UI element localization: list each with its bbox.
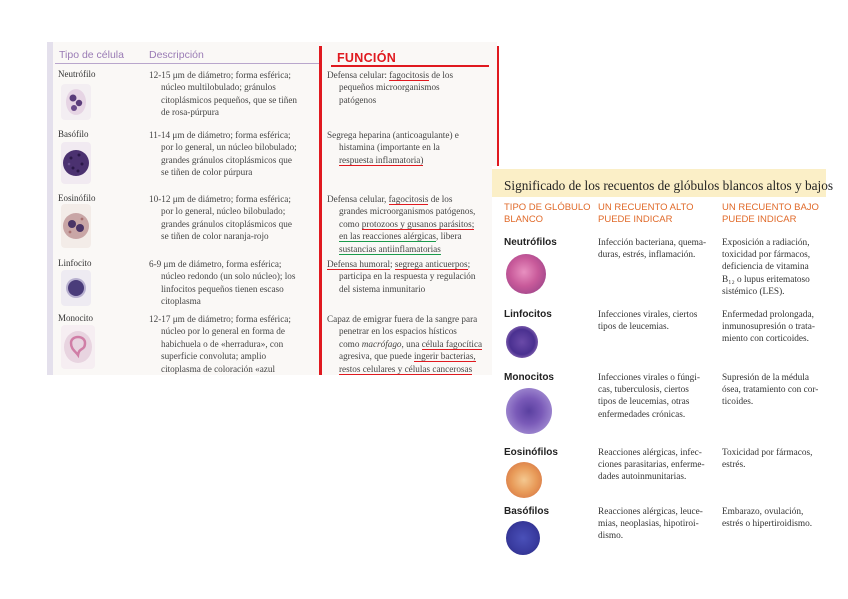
text-segment: de los [428, 194, 453, 204]
text-segment: patógenos [339, 94, 377, 105]
function-line [327, 338, 495, 350]
red-left-border [319, 46, 322, 375]
text-line: inmunosupresión o trata- [722, 322, 815, 333]
cell-name-eosinofilo: Eosinófilo [58, 193, 96, 203]
text-line: dismo. [598, 531, 624, 542]
text-segment: penetrar en los espacios hísticos [339, 326, 457, 337]
desc-neutrofilo [149, 69, 317, 119]
function-line [327, 205, 495, 217]
function-neutrofilo [327, 69, 495, 106]
text-line: deficiencia de vitamina [722, 262, 809, 273]
row-name-eosinofilos: Eosinófilos [504, 447, 558, 458]
basofilo-micrograph [61, 142, 91, 184]
text-segment: participa en la respuesta y regulación [339, 271, 476, 282]
header-line: PUEDE INDICAR [598, 213, 673, 225]
function-line [327, 230, 495, 242]
desc-line: 6-9 μm de diámetro, forma esférica; [149, 259, 282, 269]
neutrofilos-low [722, 237, 826, 298]
text-segment: Defensa celular, [327, 194, 389, 204]
text-line: miento con corticoides. [722, 334, 810, 345]
highlighted-text: protozoos y gusanos parásitos; [361, 218, 475, 229]
text-segment: Capaz de emigrar fuera de la sangre para [327, 314, 478, 324]
row-name-basofilos: Basófilos [504, 506, 550, 517]
header-line: PUEDE INDICAR [722, 213, 797, 225]
desc-line: 12-15 μm de diámetro; forma esférica; [149, 70, 291, 80]
function-line [327, 283, 495, 295]
text-segment: Defensa celular: [327, 70, 390, 80]
text-segment: , una [401, 338, 422, 349]
function-eosinofilo [327, 193, 495, 255]
highlighted-text: en las reacciones alérgicas [339, 231, 437, 242]
text-line: Infección bacteriana, quema- [598, 238, 707, 248]
basofilos-low [722, 506, 826, 530]
monocitos-low [722, 372, 826, 409]
title-bar [492, 169, 834, 197]
linfocito-micrograph [61, 270, 91, 306]
text-line: B₁₂ o lupus eritematoso [722, 274, 810, 285]
desc-line: se tiñen de color naranja-rojo [161, 231, 269, 242]
left-color-strip [47, 42, 53, 375]
function-linfocito [327, 258, 495, 295]
linfocitos-cell-icon [506, 326, 538, 358]
eosinofilo-micrograph [61, 204, 91, 248]
highlighted-text: ingerir bacterias, [414, 351, 476, 362]
wbc-count-significance-table [492, 166, 834, 556]
function-monocito [327, 313, 495, 375]
function-line [327, 243, 495, 255]
table-title: Significado de los recuentos de glóbulos blancos altos y bajos [504, 178, 834, 193]
header-line: UN RECUENTO ALTO [598, 202, 694, 213]
desc-eosinofilo [149, 193, 317, 243]
text-segment: agresiva, que puede [339, 351, 414, 362]
desc-line: superficie convoluta; amplio [161, 351, 267, 362]
cell-name-basofilo: Basófilo [58, 129, 89, 139]
highlighted-text: fagocitosis [388, 194, 429, 204]
desc-line: núcleo multilobulado; gránulos [161, 82, 276, 93]
function-line [327, 193, 495, 205]
function-line [327, 325, 495, 337]
header-line: UN RECUENTO BAJO [722, 202, 819, 213]
text-line: ciones parasitarias, enferme- [598, 460, 705, 471]
header-wbc-type [504, 202, 591, 225]
eosinofilos-high [598, 447, 718, 484]
desc-line: citoplasma de coloración «azul [161, 363, 276, 374]
text-segment: pequeños microorganismos [339, 82, 440, 93]
text-segment: del sistema inmunitario [339, 283, 426, 294]
basofilos-cell-icon [506, 521, 540, 555]
text-line: cas, tuberculosis, ciertos [598, 385, 689, 396]
desc-line: núcleo redondo (un solo núcleo); los [161, 271, 296, 282]
text-line: Supresión de la médula [722, 373, 810, 383]
text-line: Reacciones alérgicas, infec- [598, 448, 702, 458]
function-column [319, 42, 497, 375]
cell-name-monocito: Monocito [58, 313, 93, 323]
desc-line: de rosa-púrpura [161, 107, 219, 118]
text-segment: histamina (importante en la [339, 142, 440, 153]
text-segment: como [339, 218, 362, 229]
cell-name-neutrofilo: Neutrófilo [58, 69, 96, 79]
text-line: sistémico (LES). [722, 286, 785, 297]
monocitos-high [598, 372, 718, 421]
neutrofilos-cell-icon [506, 254, 546, 294]
text-segment: grandes microorganismos patógenos, [339, 206, 476, 217]
text-segment: de los [429, 70, 454, 80]
function-line [327, 218, 495, 230]
highlighted-text: Defensa humoral [327, 259, 391, 269]
header-low-count [722, 202, 819, 225]
text-line: Infecciones virales, ciertos [598, 310, 698, 320]
function-line [327, 350, 495, 362]
desc-line: citoplásmicos pequeños, que se tiñen [161, 94, 297, 105]
desc-linfocito [149, 258, 317, 308]
text-segment: ; [390, 259, 395, 269]
desc-line: 10-12 μm de diámetro; forma esférica; [149, 194, 291, 204]
function-line [327, 69, 495, 81]
text-line: ticoides. [722, 397, 754, 408]
function-line [327, 141, 495, 153]
function-title: FUNCIÓN [337, 51, 397, 65]
highlighted-text: sustancias antiinflamatorias [339, 243, 441, 254]
text-line: Enfermedad prolongada, [722, 310, 814, 320]
function-line [327, 129, 495, 141]
highlighted-text: restos celulares y células cancerosas [339, 363, 473, 374]
header-line: BLANCO [504, 213, 544, 225]
desc-line: núcleo por lo general en forma de [161, 326, 285, 337]
text-line: Toxicidad por fármacos, [722, 448, 813, 458]
desc-line: 11-14 μm de diámetro; forma esférica; [149, 130, 291, 140]
text-line: Reacciones alérgicas, leuce- [598, 507, 703, 517]
monocito-micrograph [61, 325, 95, 369]
desc-line: por lo general, un núcleo bilobulado; [161, 142, 297, 153]
function-line [327, 154, 495, 166]
desc-line: linfocitos pequeños tienen escaso [161, 283, 284, 294]
function-line [327, 313, 495, 325]
monocitos-cell-icon [506, 388, 552, 434]
desc-line: citoplasma [161, 296, 201, 307]
text-line: tipos de leucemias, otras [598, 397, 690, 408]
header-description: Descripción [149, 49, 204, 61]
header-cell-type: Tipo de célula [59, 49, 124, 61]
text-line: enfermedades crónicas. [598, 409, 686, 420]
desc-line: grandes gránulos citoplásmicos que [161, 218, 292, 229]
cell-name-linfocito: Linfocito [58, 258, 92, 268]
function-line [327, 258, 495, 270]
desc-line: 12-17 μm de diámetro; forma esférica; [149, 314, 291, 324]
basofilos-high [598, 506, 718, 543]
function-line [327, 94, 495, 106]
text-segment: como [339, 338, 362, 349]
text-line: Exposición a radiación, [722, 238, 810, 248]
text-line: dades autoinmunitarias. [598, 472, 687, 483]
highlighted-text: segrega anticuerpos [394, 259, 468, 269]
function-line [327, 270, 495, 282]
text-line: mias, neoplasias, hipotiroi- [598, 519, 699, 530]
function-line [327, 81, 495, 93]
neutrofilos-high [598, 237, 718, 261]
function-title-underline [331, 65, 489, 67]
eosinofilos-low [722, 447, 826, 471]
row-name-monocitos: Monocitos [504, 372, 554, 383]
highlighted-text: respuesta inflamatoria) [339, 154, 424, 165]
text-line: estrés. [722, 460, 746, 471]
desc-line: habichuela o de «herradura», con [161, 338, 284, 349]
text-line: duras, estrés, inflamación. [598, 250, 696, 261]
function-line [327, 363, 495, 375]
desc-basofilo [149, 129, 317, 179]
highlighted-text: fagocitosis [389, 70, 430, 80]
header-divider [55, 63, 321, 64]
text-line: estrés o hipertiroidismo. [722, 519, 813, 530]
neutrofilo-micrograph [61, 84, 91, 120]
header-line: TIPO DE GLÓBULO [504, 202, 591, 213]
linfocitos-low [722, 309, 826, 346]
text-segment: ; [467, 259, 471, 269]
row-name-neutrofilos: Neutrófilos [504, 237, 557, 248]
function-basofilo [327, 129, 495, 166]
desc-line: grandes gránulos citoplásmicos que [161, 154, 292, 165]
eosinofilos-cell-icon [506, 462, 542, 498]
desc-line: se tiñen de color púrpura [161, 167, 253, 178]
row-name-linfocitos: Linfocitos [504, 309, 552, 320]
text-segment: Segrega heparina (anticoagulante) e [327, 130, 459, 140]
text-line: Embarazo, ovulación, [722, 507, 804, 517]
linfocitos-high [598, 309, 718, 333]
text-line: Infecciones virales o fúngi- [598, 373, 700, 383]
desc-line: por lo general, núcleo bilobulado; [161, 206, 286, 217]
highlighted-text: célula fagocítica [421, 338, 483, 349]
text-line: tipos de leucemias. [598, 322, 669, 333]
desc-monocito [149, 313, 317, 375]
text-line: ósea, tratamiento con cor- [722, 385, 819, 396]
text-line: toxicidad por fármacos, [722, 250, 811, 261]
header-high-count [598, 202, 694, 225]
text-segment: macrófago [361, 338, 402, 349]
text-segment: , libera [436, 231, 462, 242]
